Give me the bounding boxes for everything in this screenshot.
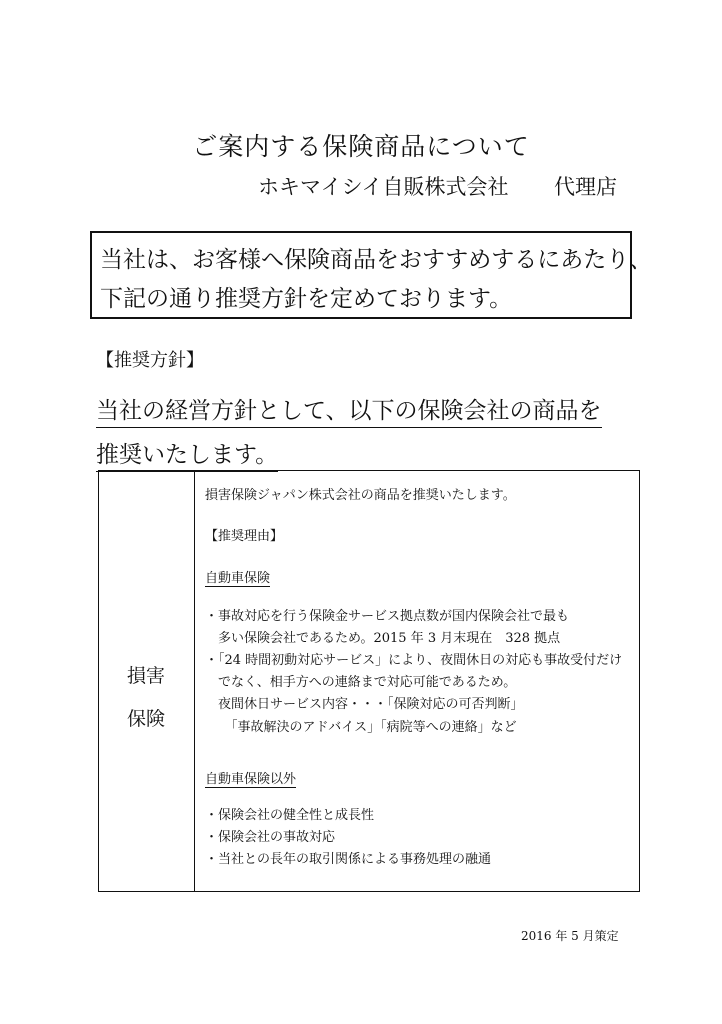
reasons-heading: 【推奨理由】 (205, 529, 284, 544)
page-title: ご案内する保険商品について (192, 132, 530, 161)
other-reason-line: ・保険会社の健全性と成長性 (205, 808, 375, 823)
other-reason-line: ・保険会社の事故対応 (205, 830, 336, 845)
auto-reason-line: ・「24 時間初動対応サービス」により、夜間休日の対応も事故受付だけ (205, 653, 623, 668)
auto-reason-line: 「事故解決のアドバイス」「病院等への連絡」など (205, 720, 517, 735)
recommendation-text: 損害保険ジャパン株式会社の商品を推奨いたします。 (205, 488, 516, 503)
agency-name: ホキマイシイ自販株式会社 (258, 175, 509, 199)
category-cell (99, 471, 195, 891)
details-cell (195, 471, 639, 891)
auto-reason-line: 多い保険会社であるため。2015 年 3 月末現在 328 拠点 (205, 631, 561, 646)
intro-box (90, 231, 653, 319)
policy-statement-line-1: 当社の経営方針として、以下の保険会社の商品を (96, 392, 602, 428)
policy-heading: 【推奨方針】 (96, 350, 204, 371)
enactment-date: 2016 年 5 月策定 (521, 929, 619, 943)
category-label-line-1: 損害 (126, 665, 165, 687)
intro-line-2: 下記の通り推奨方針を定めております。 (100, 286, 513, 312)
auto-insurance-heading: 自動車保険 (205, 571, 271, 586)
policy-statement-line-2: 推奨いたします。 (96, 436, 278, 472)
category-label-line-2: 保険 (126, 708, 165, 730)
other-insurance-heading: 自動車保険以外 (205, 772, 297, 787)
auto-reason-line: ・事故対応を行う保険金サービス拠点数が国内保険会社で最も (205, 609, 570, 624)
intro-line-1: 当社は、お客様へ保険商品をおすすめするにあたり、 (100, 247, 653, 273)
auto-reason-line: 夜間休日サービス内容・・・「保険対応の可否判断」 (205, 697, 524, 712)
other-reason-line: ・当社との長年の取引関係による事務処理の融通 (205, 852, 492, 867)
auto-reason-line: でなく、相手方への連絡まで対応可能であるため。 (205, 675, 517, 690)
agency-role: 代理店 (554, 175, 617, 199)
policy-table (98, 470, 640, 892)
